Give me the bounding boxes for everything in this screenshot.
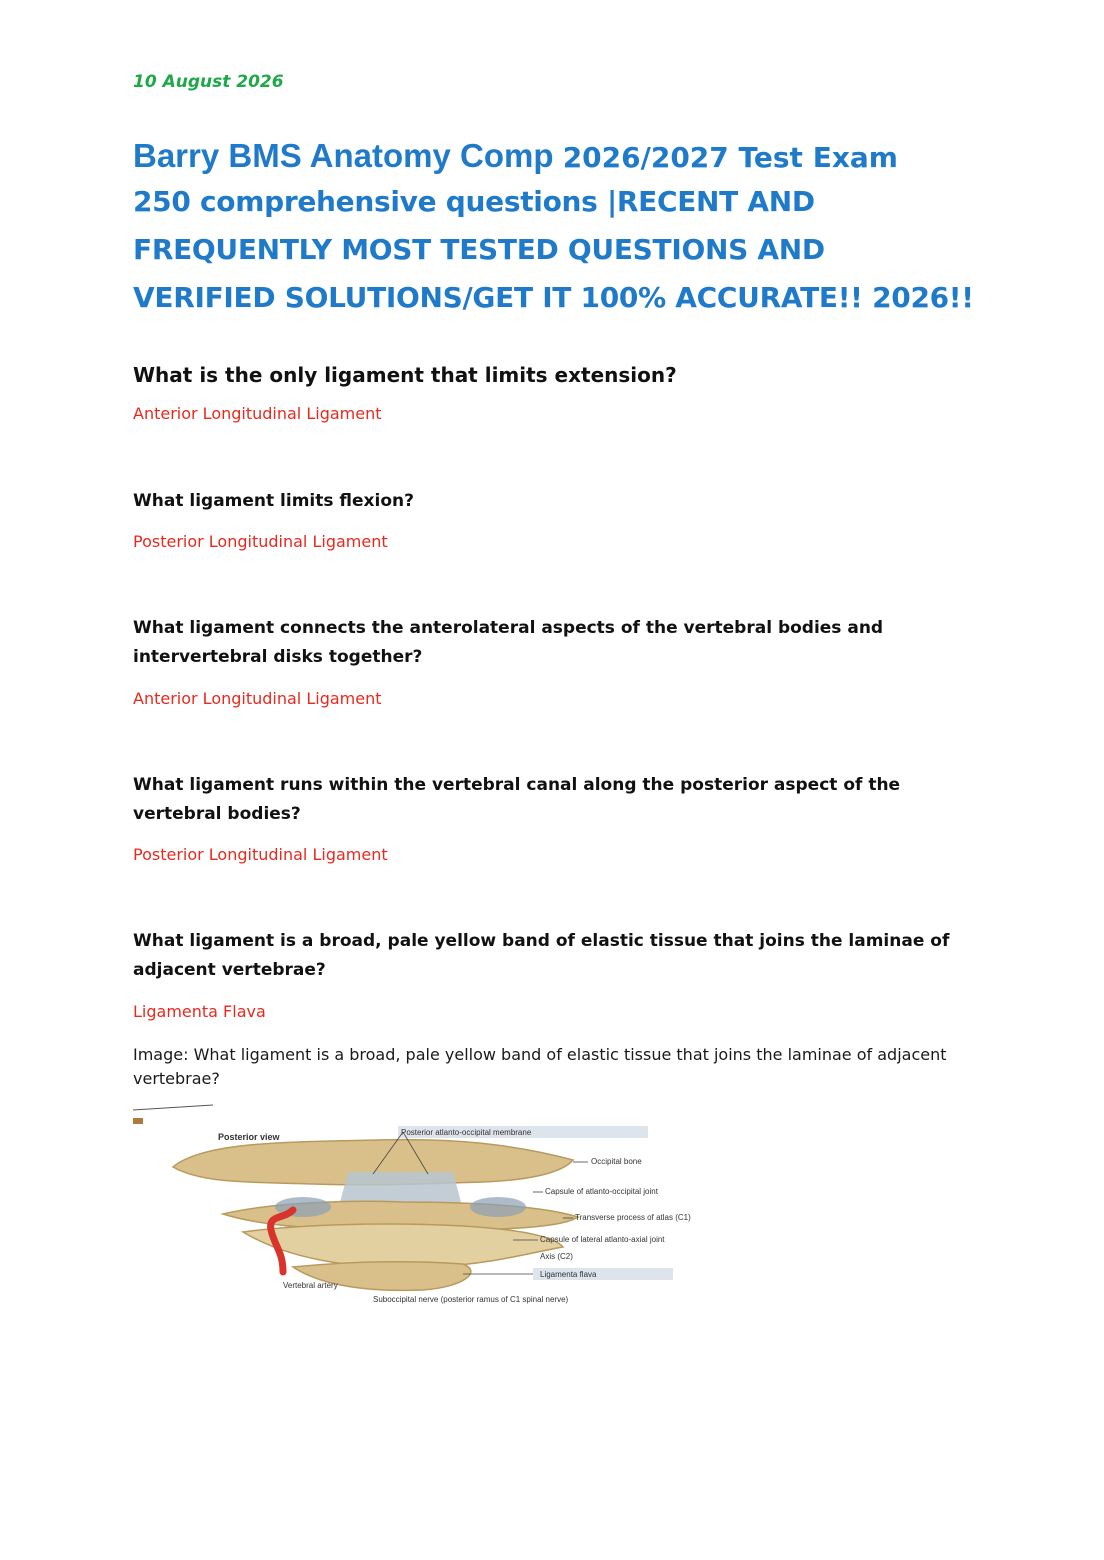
question-1: What is the only ligament that limits extension? xyxy=(133,363,677,387)
figure-label: Vertebral artery xyxy=(283,1281,338,1290)
title-line-2: 250 comprehensive questions |RECENT AND xyxy=(133,185,815,218)
question-4: What ligament runs within the vertebral canal along the posterior aspect of the vertebral bodies? xyxy=(133,775,901,824)
figure-crop-line xyxy=(133,1105,213,1110)
answer-4: Posterior Longitudinal Ligament xyxy=(133,845,388,864)
document-title xyxy=(133,134,1033,322)
posterior-cervical-illustration xyxy=(133,1102,693,1312)
question-2: What ligament limits flexion? xyxy=(133,491,414,511)
anatomy-figure xyxy=(133,1102,693,1312)
image-caption: Image: What ligament is a broad, pale yellow band of elastic tissue that joins the laminae of adjacent vertebrae? xyxy=(133,1045,947,1088)
figure-label: Ligamenta flava xyxy=(540,1270,597,1279)
figure-view-label: Posterior view xyxy=(218,1132,280,1142)
figure-label: Transverse process of atlas (C1) xyxy=(575,1213,691,1222)
question-5: What ligament is a broad, pale yellow band of elastic tissue that joins the laminae of adjacent vertebrae? xyxy=(133,931,950,980)
document-date: 10 August 2026 xyxy=(133,72,284,92)
title-line-1b: 2026/2027 Test Exam xyxy=(562,141,898,174)
answer-5: Ligamenta Flava xyxy=(133,1002,266,1021)
figure-label: Suboccipital nerve (posterior ramus of C1 spinal nerve) xyxy=(373,1295,569,1304)
title-line-1a: Barry BMS Anatomy Comp xyxy=(133,137,563,174)
question-3: What ligament connects the anterolateral aspects of the vertebral bodies and intervertebral disks together? xyxy=(133,618,884,667)
title-line-1 xyxy=(133,134,1033,178)
figure-label: Occipital bone xyxy=(591,1157,642,1166)
title-line-4: VERIFIED SOLUTIONS/GET IT 100% ACCURATE!! 2026!! xyxy=(133,281,974,314)
answer-1: Anterior Longitudinal Ligament xyxy=(133,404,382,423)
capsule-right xyxy=(470,1197,526,1217)
figure-label: Capsule of lateral atlanto-axial joint xyxy=(540,1235,665,1244)
axis-shape xyxy=(243,1224,563,1268)
figure-label: Axis (C2) xyxy=(540,1252,573,1261)
figure-marker xyxy=(133,1118,143,1124)
title-line-3: FREQUENTLY MOST TESTED QUESTIONS AND xyxy=(133,233,825,266)
answer-3: Anterior Longitudinal Ligament xyxy=(133,689,382,708)
answer-2: Posterior Longitudinal Ligament xyxy=(133,532,388,551)
figure-label: Capsule of atlanto-occipital joint xyxy=(545,1187,658,1196)
figure-label: Posterior atlanto-occipital membrane xyxy=(401,1128,532,1137)
